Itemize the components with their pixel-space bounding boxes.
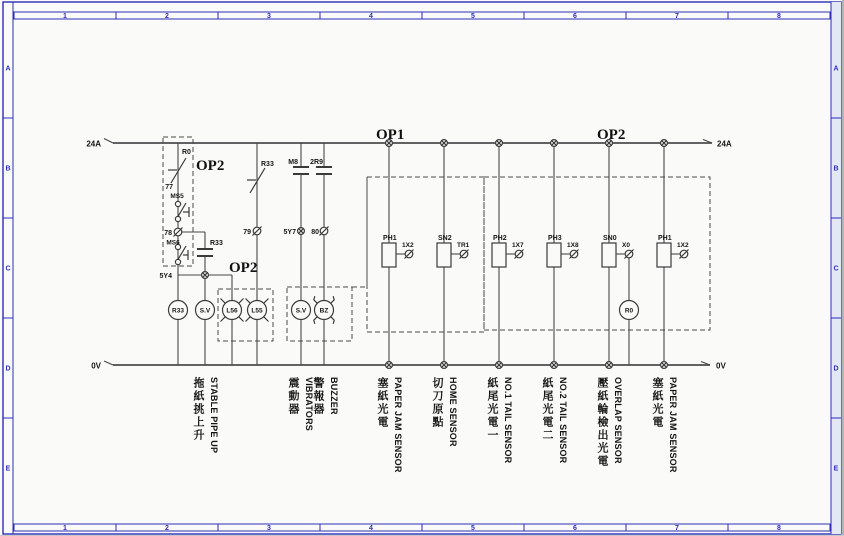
- bottom-ruler-number: 6: [573, 525, 577, 532]
- rail-label-24a-right: 24A: [717, 139, 732, 149]
- left-ruler-letter: C: [5, 265, 11, 273]
- left-ruler-letter: B: [5, 165, 11, 173]
- left-ruler-letter: D: [5, 365, 11, 373]
- ms5-label: MS5: [170, 193, 184, 200]
- bottom-ruler-number: 4: [369, 525, 373, 532]
- wire-80-label: 80: [311, 229, 319, 236]
- bottom-label-zh: 拖紙挑上升: [192, 377, 204, 442]
- solenoid-sv-mid-text: S.V: [295, 307, 307, 315]
- rail-label-0v-right: 0V: [716, 361, 726, 371]
- bottom-ruler-number: 2: [165, 525, 169, 532]
- cap-2r9-label: 2R9: [310, 159, 323, 166]
- node-5y7-label: 5Y7: [283, 229, 296, 236]
- bottom-ruler-number: 1: [63, 525, 67, 532]
- sensor-name-label: PH1: [383, 235, 397, 242]
- sensor-connector-label: 1X2: [677, 242, 689, 249]
- lamp-l55-text: L55: [251, 307, 263, 315]
- bottom-label-zh: 切刀原點: [431, 377, 443, 429]
- capacitor-m8: [293, 167, 309, 174]
- ms6-push-switch: [175, 244, 188, 264]
- wire-78-label: 78: [164, 230, 172, 237]
- bottom-label-en: PAPER JAM SENSOR: [668, 377, 678, 473]
- top-ruler-number: 7: [675, 13, 679, 20]
- top-ruler-number: 3: [267, 13, 271, 20]
- sensor-name-label: PH1: [658, 235, 672, 242]
- top-ruler-number: 4: [369, 13, 373, 20]
- left-ruler-letter: E: [5, 465, 11, 473]
- bottom-label-zh: 紙尾光電一: [486, 377, 498, 442]
- bottom-label-en: NO.2 TAIL SENSOR: [558, 377, 568, 464]
- bottom-label-zh: 紙尾光電二: [541, 377, 553, 442]
- r0-contact-label: R0: [182, 149, 191, 156]
- node-5y4-label: 5Y4: [159, 273, 172, 280]
- solenoid-sv-left-text: S.V: [199, 307, 211, 315]
- sensor-name-label: SN2: [438, 235, 452, 242]
- top-ruler-number: 1: [63, 13, 67, 20]
- right-ruler-letter: C: [833, 265, 839, 273]
- right-ruler-letter: E: [833, 465, 839, 473]
- bottom-label-en: PAPER JAM SENSOR: [393, 377, 403, 473]
- lamp-l56-text: L56: [226, 307, 238, 315]
- bottom-label-en: BUZZER: [329, 377, 339, 415]
- ms6-label: MS6: [166, 239, 180, 247]
- bottom-label-en: HOME SENSOR: [448, 377, 458, 447]
- bottom-label-en: OVERLAP SENSOR: [613, 377, 623, 464]
- r0-nc-contact: [168, 158, 186, 183]
- bottom-label-en: VIBRATORS: [304, 377, 314, 431]
- sensor-connector-label: X0: [622, 242, 630, 249]
- sensor-connector-label: TR1: [457, 242, 470, 249]
- bottom-label-zh: 震動器: [287, 377, 299, 416]
- bottom-label-en: STABLE PIPE UP: [209, 377, 219, 454]
- sensor-name-label: PH3: [548, 235, 562, 242]
- sensor-connector-label: 1X2: [402, 242, 414, 249]
- ruler-marks: [3, 12, 841, 532]
- right-ruler-letter: B: [833, 165, 839, 173]
- rail-label-0v-left: 0V: [91, 361, 101, 371]
- buzzer-bz-text: BZ: [319, 307, 329, 315]
- sensor-columns: [382, 140, 689, 369]
- bottom-ruler-number: 7: [675, 525, 679, 532]
- rail-label-24a-left: 24A: [86, 139, 101, 149]
- sensor-connector-label: 1X7: [512, 242, 524, 249]
- left-ruler-letter: A: [5, 65, 11, 73]
- top-ruler-number: 2: [165, 13, 169, 20]
- right-ruler-letter: A: [833, 65, 839, 73]
- node-5y4-junction: [202, 272, 209, 279]
- r33-contact-label: R33: [261, 161, 274, 168]
- wire-79-connector: [253, 227, 262, 236]
- top-ruler-number: 6: [573, 13, 577, 20]
- bottom-label-zh: 警報器: [312, 377, 324, 416]
- sensor-name-label: SN0: [603, 235, 617, 242]
- bottom-label-zh: 塞紙光電: [651, 377, 663, 429]
- ms5-limit-switch: [175, 201, 189, 221]
- sensor-connector-label: 1X8: [567, 242, 579, 249]
- bottom-ruler-number: 5: [471, 525, 475, 532]
- bottom-label-zh: 壓紙輪檢出光電: [596, 377, 608, 468]
- snubber-r33-label: R33: [210, 240, 223, 247]
- top-ruler-number: 5: [471, 13, 475, 20]
- wire-80-connector: [320, 227, 329, 236]
- wire-78-connector: [174, 228, 183, 237]
- top-ruler-number: 8: [777, 13, 781, 20]
- r33-snubber-capacitor: [197, 249, 213, 256]
- op2-lamps-label: OP2: [229, 260, 258, 276]
- r33-nc-contact: [247, 168, 265, 193]
- sensor-name-label: PH2: [493, 235, 507, 242]
- bottom-label-en: NO.1 TAIL SENSOR: [503, 377, 513, 464]
- wire-79-label: 79: [243, 229, 251, 236]
- relay-r0-text: R0: [624, 307, 634, 315]
- op1-label: OP1: [376, 127, 405, 143]
- relay-r33-text: R33: [172, 307, 184, 315]
- left-branch-wires: [178, 143, 324, 365]
- op2-right-label: OP2: [597, 127, 626, 143]
- node-5y7-junction: [298, 228, 305, 235]
- cap-m8-label: M8: [288, 159, 298, 166]
- bottom-ruler-number: 3: [267, 525, 271, 532]
- bottom-label-zh: 塞紙光電: [376, 377, 388, 429]
- bottom-ruler-number: 8: [777, 525, 781, 532]
- capacitor-2r9: [316, 167, 332, 174]
- wire-77-label: 77: [165, 184, 173, 191]
- op2-left-label: OP2: [196, 158, 225, 174]
- right-ruler-letter: D: [833, 365, 839, 373]
